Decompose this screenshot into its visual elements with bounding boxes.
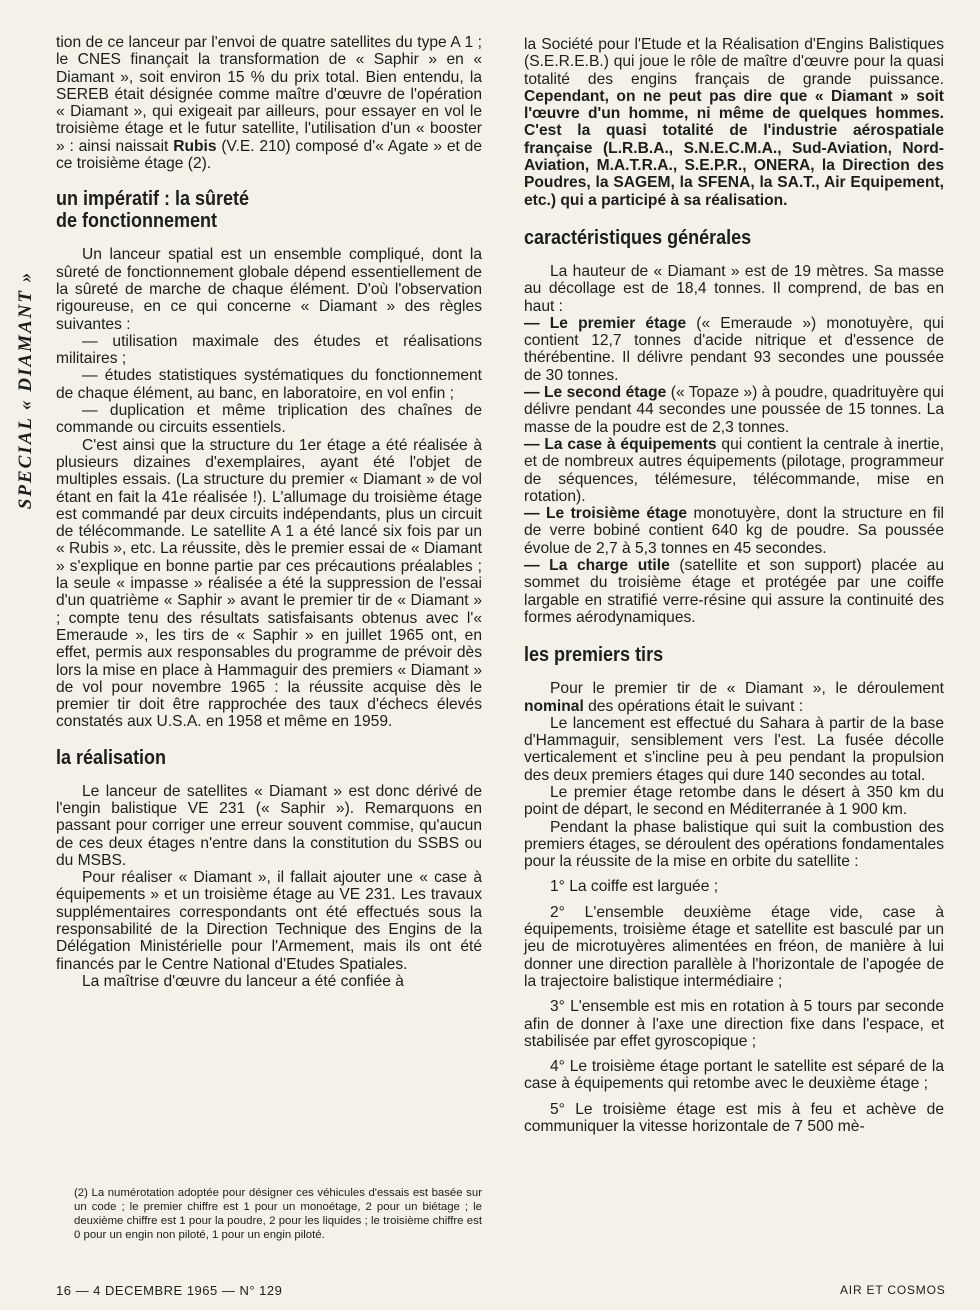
bold-term: Rubis <box>173 137 217 155</box>
sequence-step: 4° Le troisième étage portant le satellite est séparé de la case à équipements qui retombe avec le deuxième étage ; <box>524 1058 944 1093</box>
component-name: — La charge utile <box>524 557 670 575</box>
component-text: (« Topaze ») à poudre, quadrituyère qui délivre pendant 44 secondes une poussée de 15 tonnes. La masse de la poudre est de 2,3 tonnes. <box>524 384 944 436</box>
bold-passage: Cependant, on ne peut pas dire que « Diamant » soit l'œuvre d'un homme, ni même de quelques hommes. C'est la quasi totalité de l'industrie aérospatiale française (L.R.B.A., S.N.E.C.M.A., Sud-Aviation, Nord-Aviation, M.A.T.R.A., S.E.P.R., ONERA, la Direction des Poudres, la SAGEM, la SFENA, la SA.T., Air Equipement, etc.) qui a participé à sa réalisation. <box>524 87 944 209</box>
left-column <box>56 34 482 990</box>
paragraph-text: des opérations était le suivant : <box>583 697 804 715</box>
paragraph: C'est ainsi que la structure du 1er étage a été réalisée à plusieurs dizaines d'exemplaires, ayant été l'objet de multiples essais. (La structure du premier « Diamant » de vol étant en fait la 41e réalisée !). L'allumage du troisième étage est commandé par deux circuits indépendants, plus un circuit de télécommande. Le satellite A 1 a été lancé six fois par un « Rubis », etc. La réussite, dès le premier essai de « Diamant » s'explique en bonne partie par ces précautions préalables ; la seule « impasse » réalisée a été la suppression de l'essai d'un quatrième « Saphir » avant le premier tir de « Diamant » ; compte tenu des résultats satisfaisants obtenus avec l'« Emeraude », les tirs de « Saphir » en juillet 1965 ont, en effet, permis aux responsables du programme de prévoir dès lors la mise en place à Hammaguir des premiers « Diamant » de vol pour novembre 1965 : la réussite acquise dès le premier tir doit être rapprochée des taux d'échecs élevés constatés aux U.S.A. en 1958 et même en 1959. <box>56 436 482 731</box>
component-text: (satellite et son support) placée au sommet du troisième étage et protégée par une coiffe largable en stratifié verre-résine qui assure la continuité des formes aérodynamiques. <box>524 557 944 626</box>
list-item: — utilisation maximale des études et réalisations militaires ; <box>56 332 482 368</box>
paragraph: Un lanceur spatial est un ensemble compliqué, dont la sûreté de fonctionnement globale dépend essentiellement de la sûreté de marche de chaque élément. D'où l'observation rigoureuse, en ce qui concerne « Diamant » des règles suivantes : <box>56 246 482 333</box>
paragraph-text: Pour le premier tir de « Diamant », le déroulement <box>550 680 944 698</box>
component-item <box>524 384 944 436</box>
section-heading: les premiers tirs <box>524 644 664 667</box>
component-item <box>524 557 944 626</box>
paragraph <box>56 34 482 172</box>
component-text: (« Emeraude ») monotuyère, qui contient 12,7 tonnes d'acide nitrique et d'essence de thérébentine. Il délivre pendant 93 secondes une poussée de 30 tonnes. <box>524 314 945 384</box>
page-footer-folio: 16 — 4 DECEMBRE 1965 — N° 129 <box>56 1283 283 1298</box>
section-label: SPECIAL « DIAMANT » <box>15 270 36 510</box>
heading-line: de fonctionnement <box>56 210 218 233</box>
paragraph: La maîtrise d'œuvre du lanceur a été confiée à <box>82 972 404 990</box>
paragraph <box>524 36 944 209</box>
component-name: — La case à équipements <box>524 435 717 453</box>
component-name: — Le second étage <box>524 384 667 402</box>
sequence-step: 1° La coiffe est larguée ; <box>550 878 719 896</box>
component-item <box>524 436 944 505</box>
paragraph: Le lancement est effectué du Sahara à partir de la base d'Hammaguir, sensiblement vers l'est. La fusée décolle verticalement et s'incline peu à peu pendant la propulsion des deux premiers étages qui dure 140 secondes au total. <box>524 714 944 784</box>
paragraph-text: (V.E. 210) composé d'« Agate » et de ce troisième étage (2). <box>56 137 483 173</box>
paragraph: Le premier étage retombe dans le désert à 350 km du point de départ, le second en Méditerranée à 1 900 km. <box>524 783 944 819</box>
component-item <box>524 505 944 557</box>
component-name: — Le troisième étage <box>524 505 688 523</box>
component-item <box>524 315 944 384</box>
section-heading: caractéristiques générales <box>524 226 752 249</box>
paragraph-text: tion de ce lanceur par l'envoi de quatre satellites du type A 1 ; le CNES finançait la transformation de « Saphir » en « Diamant », soit environ 15 % du prix total. Bien entendu, la SEREB était désignée comme maître d'œuvre de l'opération « Diamant », qui exigeait par ailleurs, pour essayer en vol le troisième étage et le futur satellite, l'utilisation d'un « booster » : ainsi naissait <box>56 34 482 155</box>
component-text: qui contient la centrale à inertie, et de nombreux autres équipements (pilotage, programmeur de séquences, télémesure, télécommande, mise en rotation). <box>524 435 944 505</box>
component-text: monotuyère, dont la structure en fil de verre bobiné contient 640 kg de poudre. Sa poussée évolue de 2,7 à 5,3 tonnes en 45 secondes. <box>524 505 944 557</box>
component-name: — Le premier étage <box>524 314 687 332</box>
right-column <box>524 36 944 1135</box>
bold-term: nominal <box>524 697 584 715</box>
sequence-step: 5° Le troisième étage est mis à feu et achève de communiquer la vitesse horizontale de 7 500 mè- <box>524 1100 944 1136</box>
paragraph: Pendant la phase balistique qui suit la combustion des premiers étages, se déroulent des opérations fondamentales pour la réussite de la mise en orbite du satellite : <box>524 818 944 871</box>
list-item: — duplication et même triplication des chaînes de commande ou circuits essentiels. <box>56 402 482 437</box>
heading-line: un impératif : la sûreté <box>56 188 250 211</box>
paragraph: Le lanceur de satellites « Diamant » est donc dérivé de l'engin balistique VE 231 (« Saphir »). Remarquons en passant pour corriger une erreur souvent commise, qu'aucun de ces deux étages n'entre dans la constitution du SSBS ou du MSBS. <box>56 782 482 869</box>
sequence-step: 2° L'ensemble deuxième étage vide, case à équipements, troisième étage et satellite est basculé par un jeu de microtuyères alimentées en fréon, de manière à lui donner une direction parallèle à l'horizontale de l'apogée de la trajectoire balistique intermédiaire ; <box>524 903 944 990</box>
list-item: — études statistiques systématiques du fonctionnement de chaque élément, au banc, en laboratoire, en vol enfin ; <box>56 367 482 402</box>
section-heading <box>56 188 439 232</box>
sequence-step: 3° L'ensemble est mis en rotation à 5 tours par seconde afin de donner à l'axe une direction fixe dans l'espace, et stabilisée par effet gyroscopique ; <box>524 998 944 1050</box>
footnote <box>74 1186 482 1242</box>
section-heading: la réalisation <box>56 746 167 769</box>
paragraph <box>524 680 944 715</box>
paragraph: La hauteur de « Diamant » est de 19 mètres. Sa masse au décollage est de 18,4 tonnes. Il comprend, de bas en haut : <box>524 262 944 315</box>
paragraph: Pour réaliser « Diamant », il fallait ajouter une « case à équipements » et un troisième étage au VE 231. Les travaux supplémentaires correspondants ont été effectués sous la responsabilité de la Direction Technique des Engins de la Délégation Ministérielle pour l'Armement, mais ils ont été financés par le Centre National d'Etudes Spatiales. <box>56 869 482 973</box>
publication-name: AIR ET COSMOS <box>840 1283 946 1297</box>
section-sidebar <box>6 260 46 520</box>
footnote-text: (2) La numérotation adoptée pour désigner ces véhicules d'essais est basée sur un code ; le premier chiffre est 1 pour un monoétage, 2 pour un biétage ; le deuxième chiffre est 1 pour la poudre, 2 pour les liquides ; le troisième chiffre est 0 pour un engin non piloté, 1 pour un engin piloté. <box>74 1187 482 1241</box>
paragraph-text: la Société pour l'Etude et la Réalisation d'Engins Balistiques (S.E.R.E.B.) qui joue le rôle de maître d'œuvre pour la quasi totalité des engins français de grande puissance. <box>524 36 944 88</box>
